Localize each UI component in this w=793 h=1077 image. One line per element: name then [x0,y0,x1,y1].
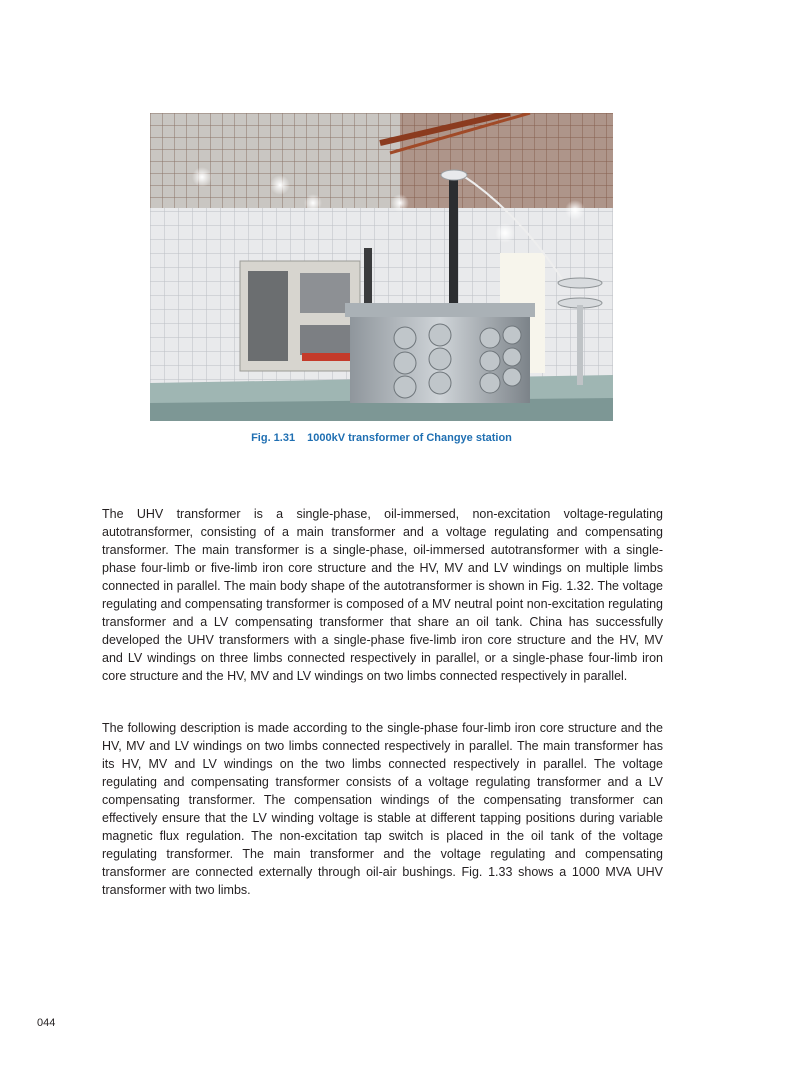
figure-number: Fig. 1.31 [251,432,296,444]
body-paragraph-1: The UHV transformer is a single-phase, oil-immersed, non-excitation voltage-regulating autotransformer, consisting of a main transformer and a voltage regulating and compensating transformer. The main transformer is a single-phase, oil-immersed autotransformer with a single-phase four-limb or five-limb iron core structure and the HV, MV and LV windings on multiple limbs connected in parallel. The main body shape of the autotransformer is shown in Fig. 1.32. The voltage regulating and compensating transformer is composed of a MV neutral point non-excitation regulating transformer and a LV compensating transformer that share an oil tank. China has successfully developed the UHV transformers with a single-phase five-limb iron core structure and the HV, MV and LV windings on three limbs connected respectively in parallel, or a single-phase four-limb iron core structure and the HV, MV and LV windings on two limbs connected respectively in parallel. [102,507,663,683]
page-number: 044 [37,1017,56,1029]
figure-title: 1000kV transformer of Changye station [307,432,512,444]
transformer-photo [150,113,613,421]
figure-caption [150,432,613,444]
body-paragraph-2: The following description is made according to the single-phase four-limb iron core structure and the HV, MV and LV windings on two limbs connected respectively in parallel. The main transformer has its HV, MV and LV windings on the two limbs connected respectively in parallel. The voltage regulating and compensating transformer consists of a voltage regulating transformer and a LV compensating transformer. The compensation windings of the compensating transformer can effectively ensure that the LV winding voltage is stable at different tapping positions during variable magnetic flux regulation. The non-excitation tap switch is placed in the oil tank of the voltage regulating transformer. The main transformer and the voltage regulating and compensating transformer are connected externally through oil-air bushings. Fig. 1.33 shows a 1000 MVA UHV transformer with two limbs. [102,721,663,897]
